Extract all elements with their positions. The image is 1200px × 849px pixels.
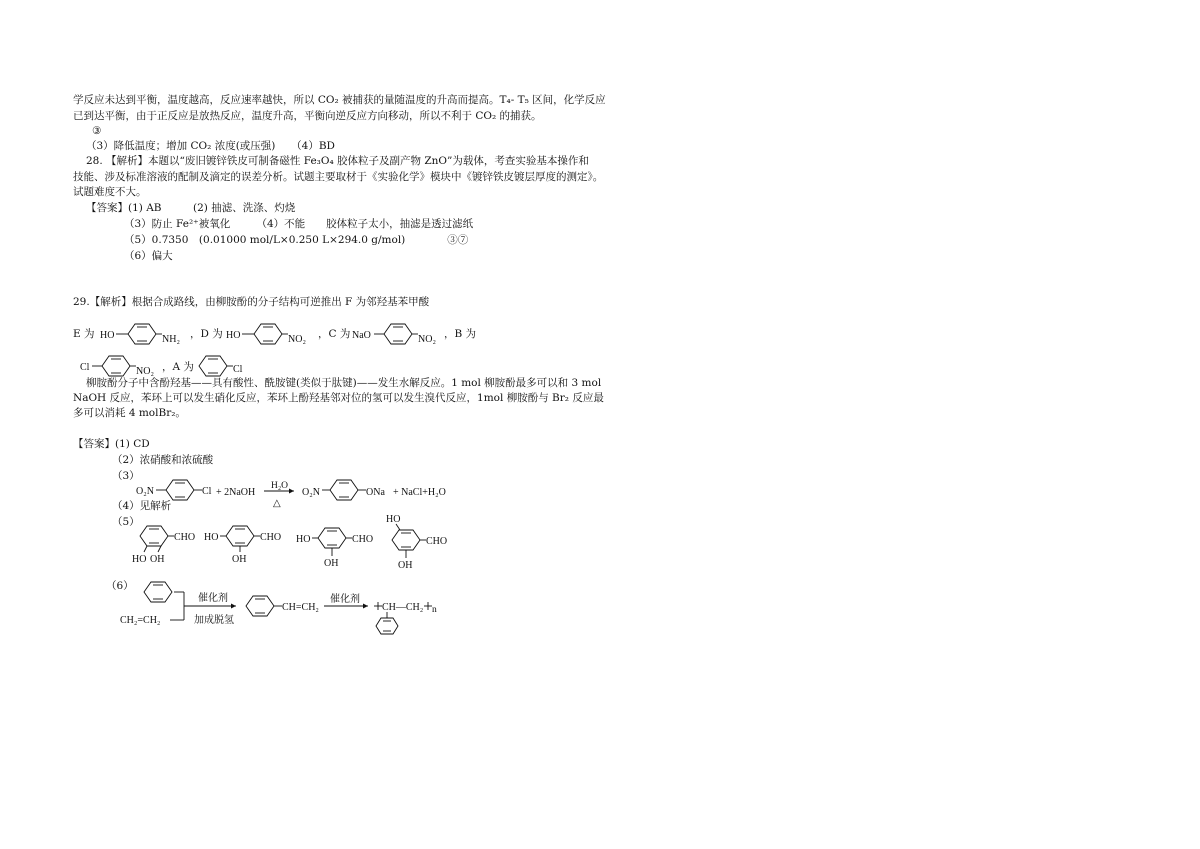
svg-text:CHO: CHO bbox=[174, 532, 196, 543]
svg-text:+ NaCl+H₂O: + NaCl+H₂O bbox=[393, 487, 446, 498]
structure-e bbox=[98, 320, 188, 350]
svg-text:Cl: Cl bbox=[80, 362, 90, 373]
text-line: ③ bbox=[92, 125, 102, 137]
text-line: （5）0.7350 (0.01000 mol/L×0.250 L×294.0 g/mol) ③⑦ bbox=[124, 234, 469, 246]
svg-text:NO₂: NO₂ bbox=[288, 334, 306, 345]
q29-analysis: 29.【解析】根据合成路线，由柳胺酚的分子结构可逆推出 F 为邻羟基苯甲酸 bbox=[73, 296, 430, 308]
structure-c bbox=[350, 320, 450, 350]
svg-text:HO: HO bbox=[296, 534, 311, 545]
svg-text:CHO: CHO bbox=[426, 536, 448, 547]
svg-text:HO: HO bbox=[100, 330, 115, 341]
svg-text:CHO: CHO bbox=[260, 532, 282, 543]
q28-answer: 【答案】(1) AB (2) 抽滤、洗涤、灼烧 bbox=[86, 202, 296, 214]
svg-text:NaO: NaO bbox=[352, 330, 371, 341]
text-line: 已到达平衡，由于正反应是放热反应，温度升高，平衡向逆反应方向移动，所以不利于 CO₂ 的捕获。 bbox=[73, 110, 542, 122]
text-line: NaOH 反应，苯环上可以发生硝化反应，苯环上酚羟基邻对位的氢可以发生溴代反应，1mol 柳胺酚与 Br₂ 反应最 bbox=[73, 392, 604, 404]
label-d: ，D 为 bbox=[190, 328, 223, 340]
svg-text:△: △ bbox=[273, 498, 281, 509]
text-line: （5） bbox=[112, 516, 140, 528]
svg-text:CH—CH₂: CH—CH₂ bbox=[382, 602, 424, 613]
label-a: ，A 为 bbox=[162, 361, 194, 373]
text-line: （6）偏大 bbox=[124, 250, 173, 262]
svg-text:n: n bbox=[432, 605, 437, 615]
svg-text:HO: HO bbox=[386, 514, 401, 525]
label-e: E 为 bbox=[73, 328, 95, 340]
svg-text:催化剂: 催化剂 bbox=[198, 593, 228, 604]
q28-analysis: 28. 【解析】本题以“废旧镀锌铁皮可制备磁性 Fe₃O₄ 胶体粒子及副产物 ZnO”为载体，考查实验基本操作和 bbox=[86, 155, 589, 167]
label-b: ，B 为 bbox=[444, 328, 477, 340]
svg-text:HO: HO bbox=[132, 554, 147, 565]
svg-text:催化剂: 催化剂 bbox=[330, 594, 360, 605]
isomer-structures bbox=[128, 516, 458, 576]
svg-text:CH₂=CH₂: CH₂=CH₂ bbox=[120, 615, 161, 626]
text-line: （3） bbox=[112, 470, 140, 482]
svg-text:HO: HO bbox=[226, 330, 241, 341]
svg-text:加成脱氢: 加成脱氢 bbox=[194, 615, 234, 626]
svg-text:OH: OH bbox=[232, 554, 247, 565]
svg-text:Cl: Cl bbox=[233, 364, 243, 375]
svg-text:OH: OH bbox=[398, 560, 413, 571]
text-line: 柳胺酚分子中含酚羟基——具有酸性、酰胺键(类似于肽键)——发生水解反应。1 mol 柳胺酚最多可以和 3 mol bbox=[86, 377, 602, 389]
text-line: 技能、涉及标准溶液的配制及滴定的误差分析。试题主要取材于《实验化学》模块中《镀锌铁皮镀层厚度的测定》。 bbox=[73, 171, 604, 183]
text-line: 多可以消耗 4 molBr₂。 bbox=[73, 407, 186, 419]
q29-answer: 【答案】(1) CD bbox=[73, 438, 150, 450]
svg-text:Cl: Cl bbox=[202, 486, 212, 497]
structure-d bbox=[224, 320, 319, 350]
text-line: （2）浓硝酸和浓硫酸 bbox=[112, 454, 214, 466]
svg-text:H₂O: H₂O bbox=[271, 481, 289, 491]
label-c: ，C 为 bbox=[318, 328, 351, 340]
svg-text:NO₂: NO₂ bbox=[136, 366, 154, 377]
svg-text:CH=CH₂: CH=CH₂ bbox=[282, 602, 319, 613]
svg-text:NO₂: NO₂ bbox=[418, 334, 436, 345]
reaction-equation bbox=[136, 476, 466, 512]
svg-text:O₂N: O₂N bbox=[302, 487, 320, 498]
svg-text:HO: HO bbox=[204, 532, 219, 543]
text-line: 学反应未达到平衡，温度越高，反应速率越快，所以 CO₂ 被捕获的量随温度的升高而提高。T₄- T₅ 区间，化学反应 bbox=[73, 94, 606, 106]
svg-text:OH: OH bbox=[150, 554, 165, 565]
svg-text:+ 2NaOH: + 2NaOH bbox=[216, 487, 256, 498]
svg-text:O₂N: O₂N bbox=[136, 486, 154, 497]
text-line: （3）降低温度；增加 CO₂ 浓度(或压强) （4）BD bbox=[86, 140, 335, 152]
text-line: （4）见解析 bbox=[112, 500, 172, 512]
svg-text:NH₂: NH₂ bbox=[162, 334, 180, 345]
text-line: 试题难度不大。 bbox=[73, 186, 147, 198]
svg-text:CHO: CHO bbox=[352, 534, 374, 545]
svg-text:OH: OH bbox=[324, 558, 339, 569]
svg-text:ONa: ONa bbox=[366, 487, 385, 498]
text-line: （6） bbox=[106, 580, 134, 592]
synthesis-route bbox=[118, 578, 478, 638]
text-line: （3）防止 Fe²⁺被氧化 （4）不能 胶体粒子太小，抽滤是透过滤纸 bbox=[124, 218, 474, 230]
